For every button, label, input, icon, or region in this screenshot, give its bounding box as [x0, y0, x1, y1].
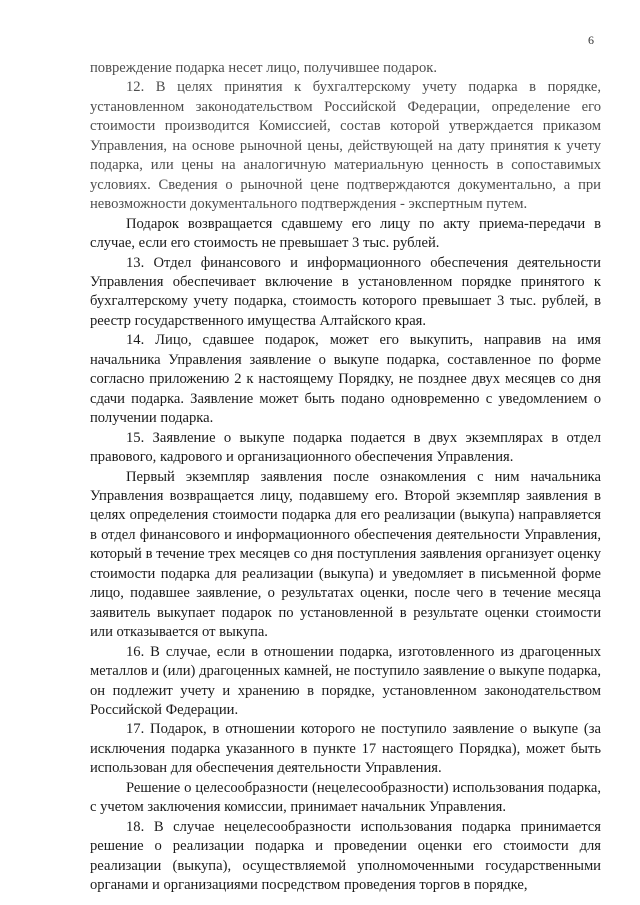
paragraph-12: 12. В целях принятия к бухгалтерскому учету подарка в порядке, установленном законодательством Российской Федерации, определение его стоимости производится Комиссией, состав которой утверждается приказом Управления, на основе рыночной цены, действующей на дату принятия к учету подарка, или цены на аналогичную материальную ценность в сопоставимых условиях. Сведения о рыночной цене подтверждаются документально, а при невозможности документального подтверждения - экспертным путем. [90, 79, 601, 213]
paragraph-17: 17. Подарок, в отношении которого не поступило заявление о выкупе (за исключения подарка указанного в пункте 17 настоящего Порядка), может быть использован для обеспечения деятельности Управления. [90, 721, 601, 777]
paragraph-14: 14. Лицо, сдавшее подарок, может его выкупить, направив на имя начальника Управления заявление о выкупе подарка, составленное по форме согласно приложению 2 к настоящему Порядку, не позднее двух месяцев со дня сдачи подарка. Заявление может быть подано одновременно с уведомлением о получении подарка. [90, 332, 601, 427]
paragraph-17-decision: Решение о целесообразности (нецелесообразности) использования подарка, с учетом заключения комиссии, принимает начальник Управления. [90, 779, 601, 816]
page-number: 6 [588, 33, 594, 47]
paragraph-12-return: Подарок возвращается сдавшему его лицу по акту приема-передачи в случае, если его стоимость не превышает 3 тыс. рублей. [90, 215, 601, 252]
paragraph-18: 18. В случае нецелесообразности использования подарка принимается решение о реализации подарка и проведении оценки его стоимости для реализации (выкупа), осуществляемой уполномоченными государственными органами и организациями посредством проведения торгов в порядке, [90, 818, 601, 894]
paragraph-15: 15. Заявление о выкупе подарка подается в двух экземплярах в отдел правового, кадрового и организационного обеспечения Управления. [90, 429, 601, 466]
paragraph-16: 16. В случае, если в отношении подарка, изготовленного из драгоценных металлов и (или) драгоценных камней, не поступило заявление о выкупе подарка, он подлежит учету и хранению в порядке, установленном законодательством Российской Федерации. [90, 643, 601, 718]
paragraph-15-copies: Первый экземпляр заявления после ознакомления с ним начальника Управления возвращается лицу, подавшему его. Второй экземпляр заявления в целях определения стоимости подарка для его реализации (выкупа) направляется в отдел финансового и информационного обеспечения деятельности Управления, который в течение трех месяцев со дня поступления заявления организует оценку стоимости подарка для реализации (выкупа) и уведомляет в письменной форме лицо, подавшее заявление, о результатах оценки, после чего в течение месяца заявитель выкупает подарок по установленной в результате оценки стоимости или отказывается от выкупа. [90, 468, 601, 641]
document-body [90, 59, 601, 895]
paragraph-13: 13. Отдел финансового и информационного обеспечения деятельности Управления обеспечивает включение в установленном порядке принятого к бухгалтерскому учету подарка, стоимость которого превышает 3 тыс. рублей, в реестр государственного имущества Алтайского края. [90, 254, 601, 329]
paragraph-continuation: повреждение подарка несет лицо, получившее подарок. [90, 60, 437, 76]
